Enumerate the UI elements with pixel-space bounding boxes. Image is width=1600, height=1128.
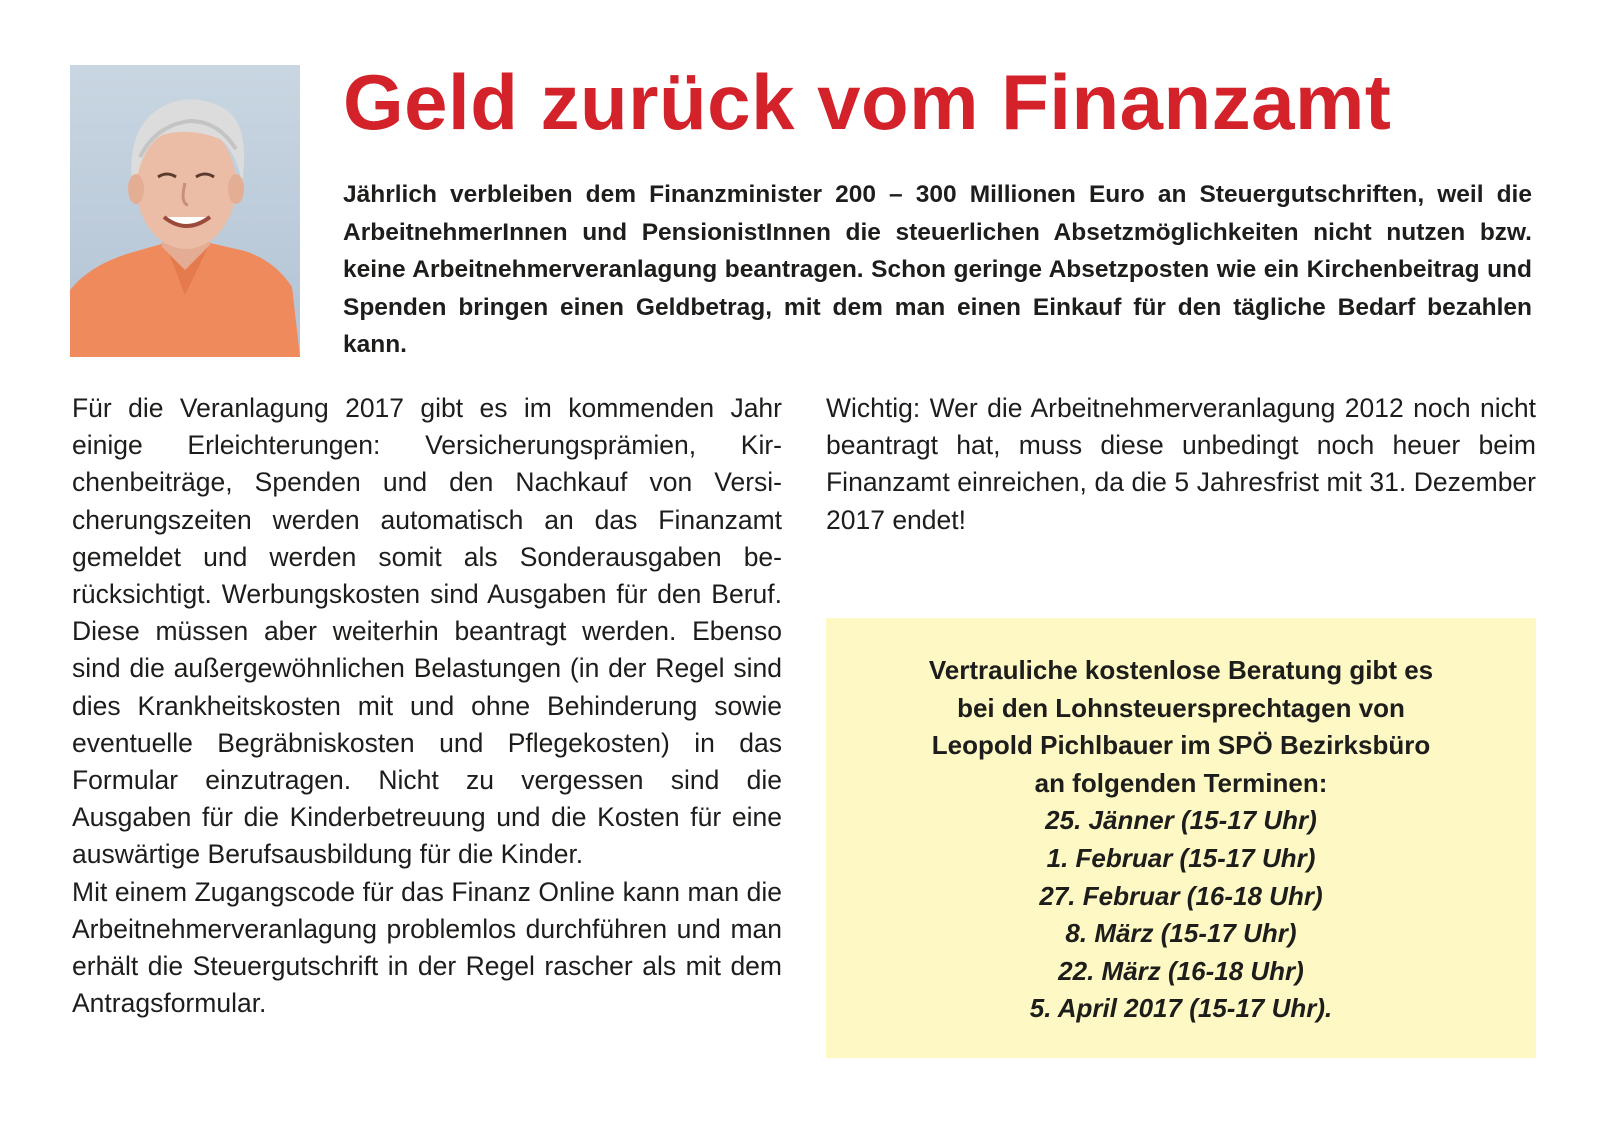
page-title: Geld zurück vom Finanzamt	[343, 58, 1392, 146]
important-note: Wichtig: Wer die Arbeitnehmerveranlagung 2012 noch nicht beantragt hat, muss diese unbedingt noch heuer beim Finanzamt einreichen, da die 5 Jahresfrist mit 31. Dezember 2017 endet!	[826, 393, 1536, 535]
consultation-info-box	[826, 618, 1536, 1058]
left-paragraph-2: Mit einem Zugangscode für das Finanz Online kann man die Arbeitnehmerveranlagung problemlos durchführen und man erhält die Steuergutschrift in der Regel rascher als mit dem Antragsformular.	[72, 876, 782, 1019]
intro-paragraph: Jährlich verbleiben dem Finanzminister 200 – 300 Millionen Euro an Steuergutschriften, weil die ArbeitnehmerInnen und PensionistInnen die steuerlichen Absetzmöglichkeiten nicht nutzen bzw. keine Arbeitnehmerveranlagung beantragen. Schon geringe Absetzposten wie ein Kirchenbeitrag und Spenden bringen einen Geldbetrag, mit dem man einen Einkauf für den tägliche Bedarf bezahlen kann.	[343, 181, 1532, 358]
infobox-line-4: an folgenden Terminen:	[1034, 767, 1328, 798]
infobox-line-2: bei den Lohnsteuersprechtagen von	[957, 692, 1405, 723]
left-column	[72, 390, 782, 1022]
appointment-list	[826, 802, 1536, 1028]
appointment-date: 27. Februar (16-18 Uhr)	[1039, 880, 1323, 911]
portrait-icon	[70, 65, 300, 357]
appointment-date: 5. April 2017 (15-17 Uhr).	[1029, 993, 1333, 1024]
left-paragraph-1: Für die Veranlagung 2017 gibt es im kommenden Jahr einige Erleichterungen: Versicherungsprämien, Kirchenbeiträge, Spenden und den Nachkauf von Versicherungszeiten werden automatisch an das Finanzamt gemeldet und werden somit als Sonderausgaben berücksichtigt. Werbungskosten sind Ausgaben für den Beruf. Diese müssen aber weiterhin beantragt werden. Ebenso sind die außergewöhnlichen Belastungen (in der Regel sind dies Krankheitskosten mit und ohne Behinderung sowie eventuelle Begräbniskosten und Pflegekosten) in das Formular einzutragen. Nicht zu vergessen sind die Ausgaben für die Kinderbetreuung und die Kosten für eine auswärtige Berufsausbildung für die Kinder.	[72, 393, 782, 870]
appointment-date: 25. Jänner (15-17 Uhr)	[1045, 805, 1317, 836]
infobox-line-3: Leopold Pichlbauer im SPÖ Bezirksbüro	[931, 730, 1431, 761]
infobox-line-1: Vertrauliche kostenlose Beratung gibt es	[928, 655, 1434, 685]
right-column	[826, 390, 1536, 539]
appointment-date: 8. März (15-17 Uhr)	[1065, 918, 1297, 949]
appointment-date: 1. Februar (15-17 Uhr)	[1046, 842, 1316, 873]
portrait-photo	[70, 65, 300, 357]
appointment-date: 22. März (16-18 Uhr)	[1058, 955, 1304, 986]
